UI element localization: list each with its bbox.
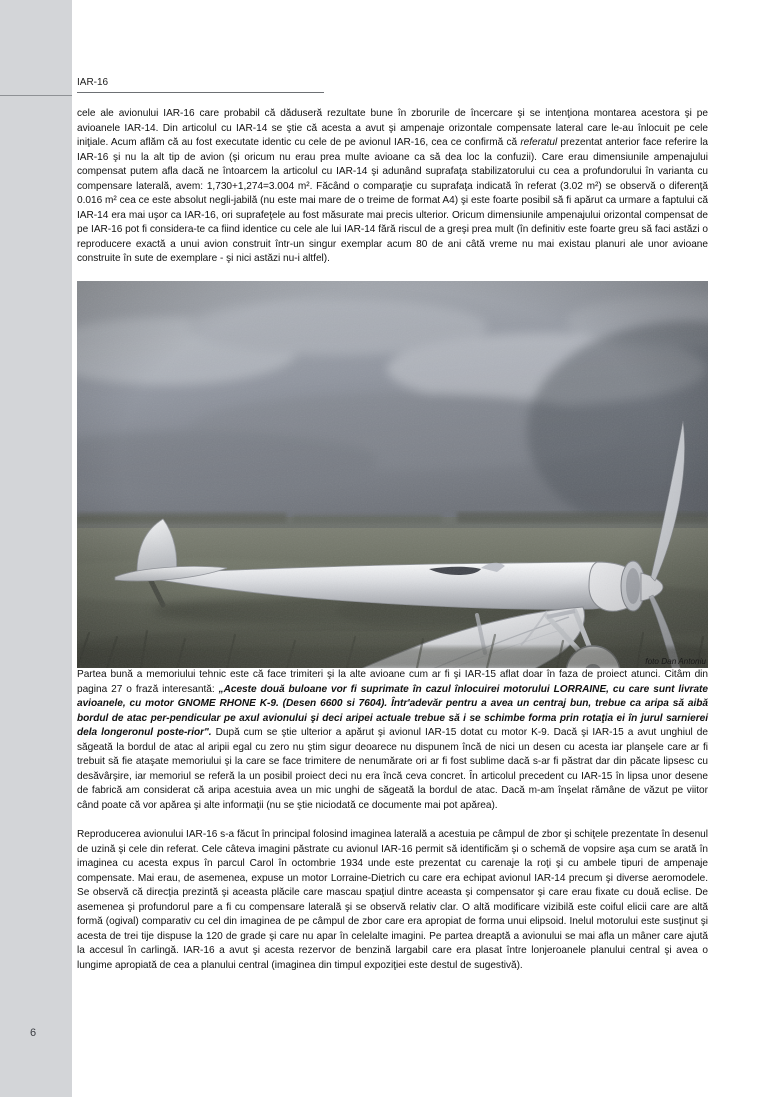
- photo-credit: foto Dan Antoniu: [645, 657, 706, 667]
- gutter-bar: [0, 0, 72, 1097]
- photo-block: [77, 281, 708, 668]
- gutter-rule: [0, 95, 72, 96]
- paragraph-2-outro: După cum se ştie ulterior a apărut şi avionul IAR-15 dotat cu motor K-9. Dacă şi IAR-15 a avut unghiul de săgeată la bordul de atac al aripii egal cu zero nu ştim sigur deoarece nu dispunem încă de nici un desen cu acesta iar planşele care ar fi trebuit să fie ataşate memoriului şi la care se face trimitere de nenumărate ori ar fi fost sublime dacă s-ar fi păstrat dar din păcate lipsesc cu desăvârşire, iar memoriul se referă la un posibil proiect deci nu era încă ceva concret. În articolul precedent cu IAR-15 în lipsa unor desene de fabrică am considerat că aripa acestuia avea un mic unghi de săgeată la bordul de atac. Dacă m-am înşelat rămâne de văzut pe viitor când poate că vor apărea şi alte informaţii (nu se ştie niciodată ce documente mai pot apărea).: [77, 727, 708, 811]
- paragraph-1-part-a: cele ale avionului IAR-16 care probabil că dăduseră rezultate bune în zborurile de încercare şi se intenţiona montarea acestora şi pe avioanele IAR-14. Din articolul cu IAR-14 se ştie că acesta a avut şi ampenaje orizontale compensate lateral care le-au înlocuit pe cele iniţiale. Acum aflăm că au fost executate identic cu cele de pe avionul IAR-16, cea ce confirmă că: [77, 108, 708, 149]
- paragraph-1-part-b: prezentat anterior face referire la IAR-16 şi nu la alt tip de avion (şi oricum nu erau prea multe avioane ca să dea loc la confuzii). Care erau dimensiunile ampenajului compensat putem afla dacă ne întoarcem la articolul cu IAR-14 şi adunând suprafaţa stabilizatorului cu cea a profundorului în varianta cu compensare laterală, avem: 1,730+1,274=3.004 m². Făcând o comparaţie cu suprafaţa indicată în referat (3.02 m²) se observă o diferenţă 0.016 m² cea ce este absolut negli-jabilă (nu este mai mare de o treime de format A4) şi este foarte posibil să fi apărut ca urmare a faptului că IAR-14 era mai uşor ca IAR-16, ori suprafeţele au fost măsurate mai precis ulterior. Oricum dimensiunile ampenajului orizontal compensat de pe IAR-16 pot fi considera-te ca fiind identice cu cele ale lui IAR-14 fără riscul de a greşi prea mult (în definitiv este foarte greu să faci astăzi o reproducere exactă a unui avion construit într-un singur exemplar acum 80 de ani câtă vreme nu mai existau planuri ale unor avioane construite în sute de exemplare - şi nici astăzi nu-i altfel).: [77, 137, 708, 265]
- content-column: [77, 107, 708, 973]
- aircraft-photo-image: [77, 281, 708, 668]
- header-rule: [77, 92, 324, 93]
- paragraph-1-emphasis: referatul: [520, 137, 558, 149]
- paragraph-2-quotation: „Aceste două buloane vor fi suprimate în cazul înlocuirei motorului LORRAINE, cu care sunt livrate avioanele, cu motor GNOME RHONE K-9. (Desen 6600 si 7604). Într'adevăr pentru a avea un centraj bun, trebue ca aripa să aibă bordul de atac per-pendicular pe axul avionului şi deci aripei actuale trebue să i se schimbe forma prin rotaţia ei în jurul sarnierei dela longeronul poste-rior".: [77, 683, 708, 739]
- paragraph-3: Reproducerea avionului IAR-16 s-a făcut în principal folosind imaginea laterală a acestuia pe câmpul de zbor şi schiţele prezentate în desenul de uzină şi cele din referat. Cele câteva imagini păstrate cu avionul IAR-16 permit să identificăm şi o schemă de vopsire aşa cum se arată în imaginea cu acesta expus în parcul Carol în octombrie 1934 unde este prezentat cu carenaje la roţi şi cu ambele tipuri de ampenaje compensate. Mai erau, de asemenea, expuse un motor Lorraine-Dietrich cu care era echipat avionul IAR-14 precum şi diverse aeromodele. Se observă că direcţia prezintă şi aceasta plăcile care mascau spaţiul dintre aceasta şi compensator şi care erau fixate cu două eclise. De asemenea şi profundorul pare a fi cu compensare laterală şi se observă relativ clar. O altă modificare vizibilă este coiful elicii care are altă formă (ogival) comparativ cu cel din imaginea de pe câmpul de zbor care era apropiat de forma unui elipsoid. Inelul motorului este susţinut şi acesta de trei tije dispuse la 120 de grade şi care nu apar în celelalte imagini. Pe partea dreaptă a avionului se mai afla un mâner care ajută la accesul în carlingă. IAR-16 a avut şi acesta rezervor de benzină largabil care era plasat între lonjeroanele planului central şi avea o lungime apropiată de cea a planului central (imaginea din timpul expoziţiei este destul de sugestivă).: [77, 828, 708, 971]
- header-title: IAR-16: [77, 77, 109, 88]
- paragraph-2-intro: Partea bună a memoriului tehnic este că face trimiteri şi la alte avioane cum ar fi şi IAR-15 aflat doar în faza de proiect atunci. Citâm din pagina 27 o frază interesantă:: [77, 669, 708, 695]
- aircraft-photo: [77, 281, 708, 668]
- page-number: 6: [30, 1027, 37, 1039]
- running-head: [77, 76, 324, 93]
- paragraph-1: [77, 107, 708, 267]
- paragraph-2: [77, 668, 708, 813]
